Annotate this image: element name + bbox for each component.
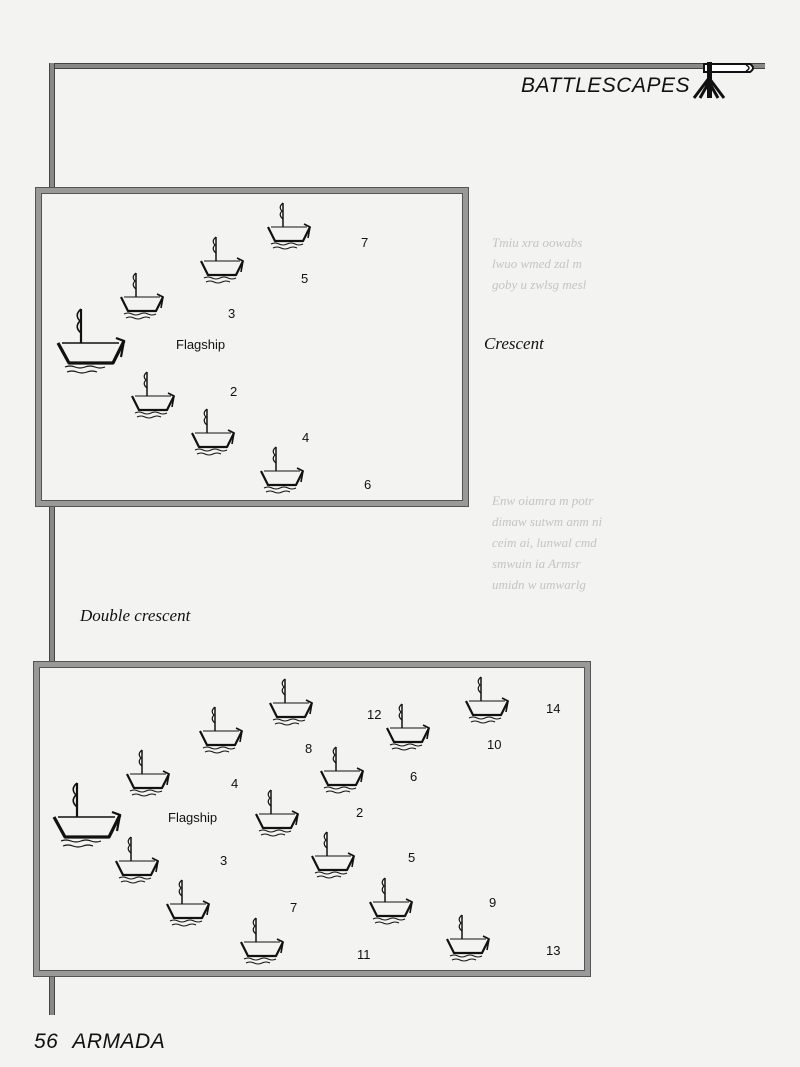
ship-number: 3 [220,853,228,868]
ship-icon [132,372,174,418]
ship-number: 9 [489,895,497,910]
ship-icon [127,750,169,796]
ship-icon [261,447,303,493]
ship-icon [241,918,283,964]
ship-icon [256,790,298,836]
ship-number: 2 [230,384,238,399]
ship-icon [116,837,158,883]
bleed-through-text: Enw oiamra m potr dimaw sutwm anm ni ceim ai, lunwal cmd smwuin ia Armsr umidn w umwarlg [492,493,603,592]
flagship-icon [58,309,124,373]
ship-icon [312,832,354,878]
ship-number: 14 [546,701,561,716]
section-title: BATTLESCAPES [521,74,690,97]
page-footer [34,1030,165,1054]
ship-number: 8 [305,741,313,756]
double-crescent-caption: Double crescent [80,606,191,625]
ship-icon [268,203,310,249]
flagship-label: Flagship [176,337,226,352]
ship-icon [466,677,508,723]
ship-number: 7 [290,900,298,915]
ship-number: 2 [356,805,364,820]
flagship-icon [54,783,120,847]
ship-number: 4 [302,430,310,445]
ship-icon [167,880,209,926]
ship-icon [447,915,489,961]
bleed-through-text: Tmiu xra oowabs lwuo wmed zal m goby u zwlsg mesl [492,235,587,292]
ship-number: 3 [228,306,236,321]
flagship-label: Flagship [168,810,218,825]
crescent-caption: Crescent [484,334,544,353]
ship-icon [370,878,412,924]
ship-icon [121,273,163,319]
header-rule [49,63,765,69]
ship-number: 6 [410,769,418,784]
page-number: 56 [34,1030,59,1053]
left-margin-rule [49,975,55,1015]
ship-number: 5 [408,850,416,865]
ship-number: 7 [361,235,369,250]
crescent-diagram [36,188,468,506]
ship-icon [201,237,243,283]
ship-icon [321,747,363,793]
ship-number: 10 [487,737,502,752]
left-margin-rule [49,505,55,662]
ship-icon [387,704,429,750]
ship-number: 6 [364,477,372,492]
ship-icon [270,679,312,725]
ship-number: 5 [301,271,309,286]
cannon-mast-icon [686,56,756,102]
ship-icon [192,409,234,455]
ship-number: 11 [357,947,371,962]
ship-number: 12 [367,707,382,722]
ship-icon [200,707,242,753]
left-margin-rule [49,63,55,188]
ship-number: 13 [546,943,561,958]
book-title: ARMADA [72,1030,166,1053]
ship-number: 4 [231,776,239,791]
double-crescent-diagram [34,662,590,976]
